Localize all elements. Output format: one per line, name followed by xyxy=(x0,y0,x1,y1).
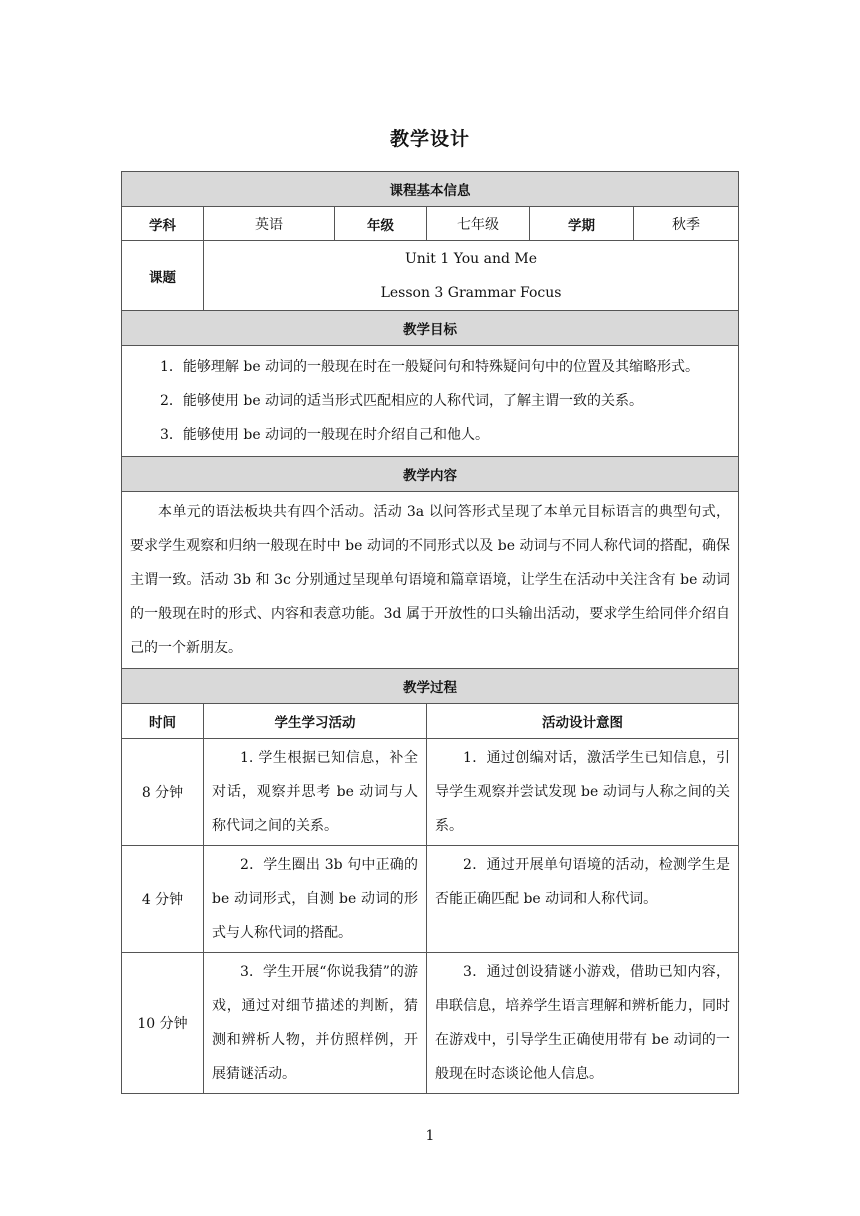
process-time: 8 分钟 xyxy=(122,739,204,846)
process-header-row xyxy=(122,669,739,704)
topic-lesson: Lesson 3 Grammar Focus xyxy=(380,284,562,301)
grade-label: 年级 xyxy=(335,207,427,241)
page-title: 教学设计 xyxy=(389,128,470,150)
term-label: 学期 xyxy=(530,207,634,241)
column-header-intent: 活动设计意图 xyxy=(427,704,739,739)
page-number: 1 xyxy=(425,1128,435,1144)
process-row-1 xyxy=(122,739,739,846)
process-row-2 xyxy=(122,846,739,953)
objective-item: 2．能够使用 be 动词的适当形式匹配相应的人称代词，了解主谓一致的关系。 xyxy=(160,393,644,409)
topic-unit: Unit 1 You and Me xyxy=(405,250,538,267)
process-activity: 2．学生圈出 3b 句中正确的 be 动词形式，自测 be 动词的形式与人称代词的搭配。 xyxy=(204,846,427,953)
topic-row xyxy=(122,241,739,311)
objective-item: 1．能够理解 be 动词的一般现在时在一般疑问句和特殊疑问句中的位置及其缩略形式。 xyxy=(160,359,700,375)
process-time: 4 分钟 xyxy=(122,846,204,953)
lesson-plan-table xyxy=(121,171,739,1094)
basic-info-header-row xyxy=(122,172,739,207)
subject-value: 英语 xyxy=(204,207,335,241)
grade-value: 七年级 xyxy=(427,207,530,241)
subject-grade-term-row xyxy=(122,207,739,241)
column-header-activity: 学生学习活动 xyxy=(204,704,427,739)
objectives-header-row xyxy=(122,311,739,346)
process-time: 10 分钟 xyxy=(122,953,204,1094)
basic-info-header: 课程基本信息 xyxy=(122,172,739,207)
process-intent: 2．通过开展单句语境的活动，检测学生是否能正确匹配 be 动词和人称代词。 xyxy=(427,846,739,953)
subject-label: 学科 xyxy=(122,207,204,241)
content-paragraph: 本单元的语法板块共有四个活动。活动 3a 以问答形式呈现了本单元目标语言的典型句式，要求学生观察和归纳一般现在时中 be 动词的不同形式以及 be 动词与不同人称代词的搭配，确保主谓一致。活动 3b 和 3c 分别通过呈现单句语境和篇章语境，让学生在活动中关注含有 be 动词的一般现在时的形式、内容和表意功能。3d 属于开放性的口头输出活动，要求学生给同伴介绍自己的一个新朋友。 xyxy=(122,492,739,669)
process-activity: 1. 学生根据已知信息，补全对话，观察并思考 be 动词与人称代词之间的关系。 xyxy=(204,739,427,846)
content-header-row xyxy=(122,457,739,492)
content-header: 教学内容 xyxy=(122,457,739,492)
process-column-headers xyxy=(122,704,739,739)
topic-value xyxy=(204,241,739,311)
column-header-time: 时间 xyxy=(122,704,204,739)
process-row-3 xyxy=(122,953,739,1094)
objectives-row xyxy=(122,346,739,457)
process-intent: 1．通过创编对话，激活学生已知信息，引导学生观察并尝试发现 be 动词与人称之间的关系。 xyxy=(427,739,739,846)
objectives-list xyxy=(122,346,739,457)
objectives-header: 教学目标 xyxy=(122,311,739,346)
topic-label: 课题 xyxy=(122,241,204,311)
process-activity: 3．学生开展“你说我猜”的游戏，通过对细节描述的判断，猜测和辨析人物，并仿照样例，开展猜谜活动。 xyxy=(204,953,427,1094)
process-header: 教学过程 xyxy=(122,669,739,704)
objective-item: 3．能够使用 be 动词的一般现在时介绍自己和他人。 xyxy=(160,427,490,443)
process-intent: 3．通过创设猜谜小游戏，借助已知内容，串联信息，培养学生语言理解和辨析能力，同时在游戏中，引导学生正确使用带有 be 动词的一般现在时态谈论他人信息。 xyxy=(427,953,739,1094)
content-row xyxy=(122,492,739,669)
term-value: 秋季 xyxy=(634,207,739,241)
